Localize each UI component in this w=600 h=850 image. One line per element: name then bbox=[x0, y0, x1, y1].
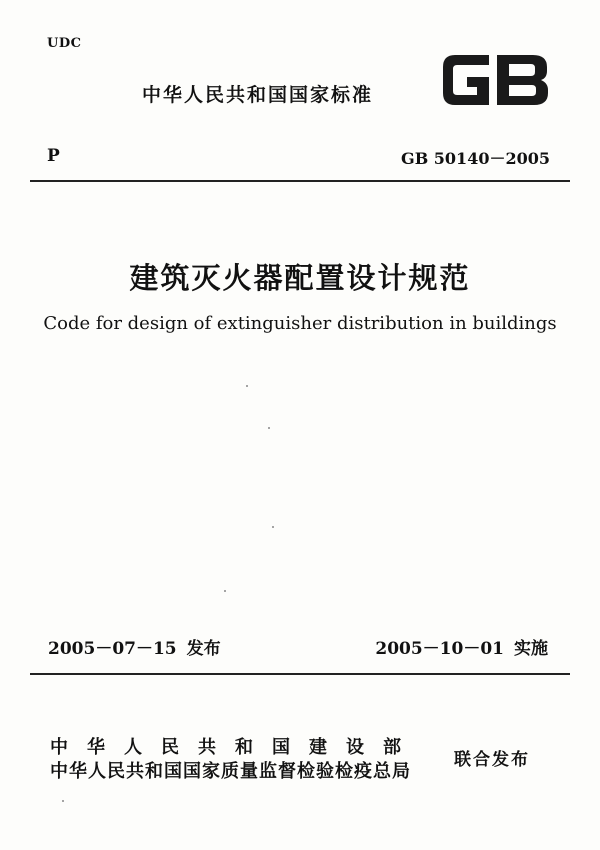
udc-label: UDC bbox=[47, 36, 82, 51]
issued-date-block bbox=[48, 634, 221, 659]
scan-speck bbox=[268, 427, 270, 429]
gb-logo bbox=[437, 47, 553, 113]
scan-speck bbox=[224, 590, 226, 592]
issued-label: 发布 bbox=[186, 639, 221, 659]
top-divider bbox=[30, 180, 570, 182]
scan-speck bbox=[246, 385, 248, 387]
standard-type: 中华人民共和国国家标准 bbox=[142, 84, 374, 106]
scan-speck bbox=[272, 526, 274, 528]
issued-date: 2005－07－15 bbox=[48, 639, 177, 659]
issuer-ministry: 中华人民共和国建设部 bbox=[50, 737, 420, 758]
effective-date-block bbox=[375, 634, 548, 659]
effective-label: 实施 bbox=[514, 639, 548, 659]
title-english: Code for design of extinguisher distribution in buildings bbox=[43, 313, 557, 334]
scan-speck bbox=[62, 800, 64, 802]
issuer-aqsiq: 中华人民共和国国家质量监督检验检疫总局 bbox=[50, 761, 411, 782]
joint-issue-label: 联合发布 bbox=[454, 750, 530, 770]
classification-code: P bbox=[47, 146, 60, 166]
standard-number: GB 50140－2005 bbox=[401, 149, 550, 168]
bottom-divider bbox=[30, 673, 570, 675]
effective-date: 2005－10－01 bbox=[375, 639, 504, 659]
title-chinese: 建筑灭火器配置设计规范 bbox=[129, 261, 471, 295]
